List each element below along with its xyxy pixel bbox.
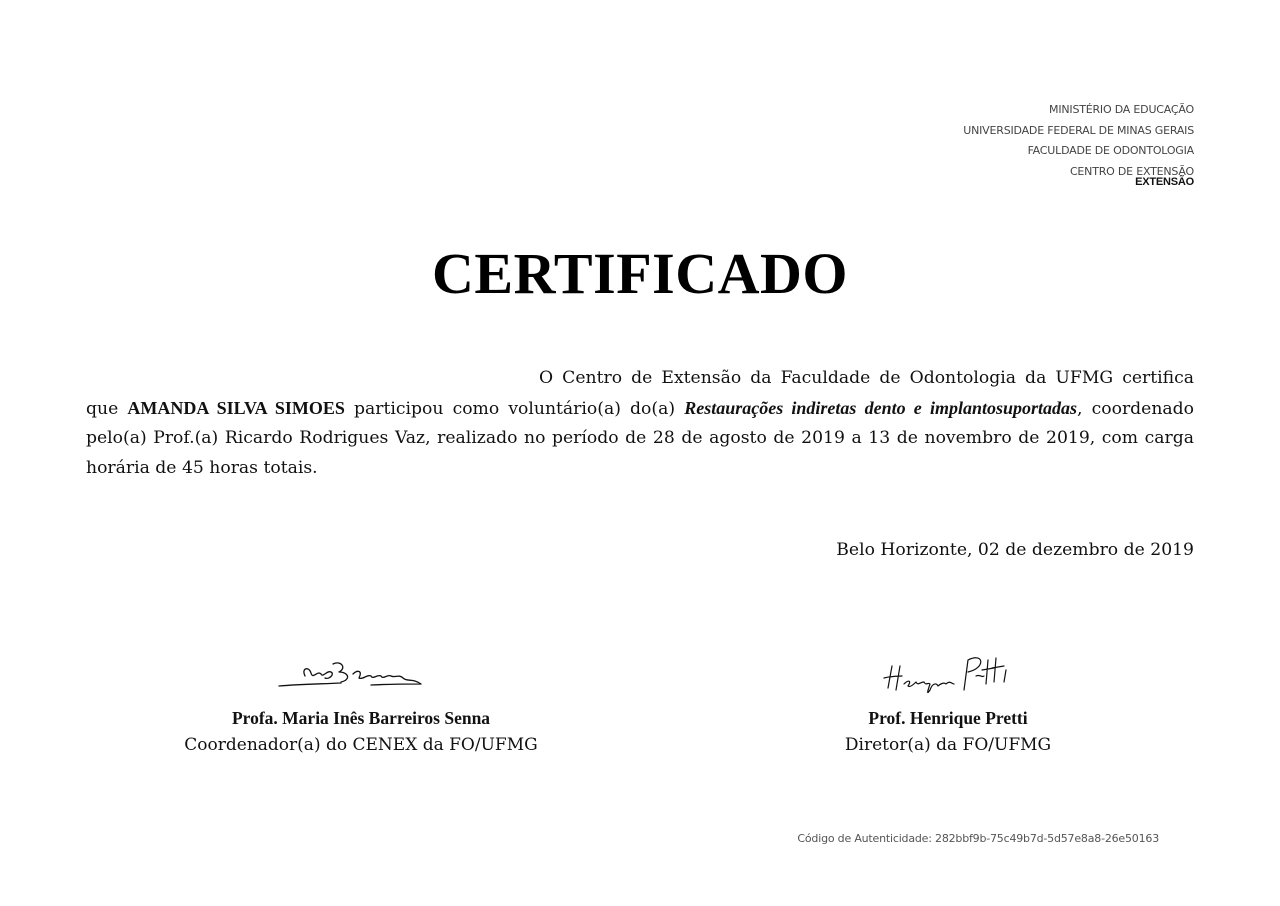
body-end: , coordenado pelo(a) Prof.(a) Ricardo Rodrigues Vaz, realizado no período de 28 de agosto de 2019 a 13 de novembro de 2019, com carga horária de 45 horas totais. xyxy=(86,398,1195,478)
header-subtitle: EXTENSÃO xyxy=(1135,176,1194,188)
header-university: UNIVERSIDADE FEDERAL DE MINAS GERAIS xyxy=(963,123,1194,137)
header-ministry: MINISTÉRIO DA EDUCAÇÃO xyxy=(1049,103,1194,116)
signature-image xyxy=(271,640,451,702)
certificate-body xyxy=(86,364,1194,483)
signer-name: Prof. Henrique Pretti xyxy=(868,708,1028,728)
certificate-title: CERTIFICADO xyxy=(432,241,848,306)
signature-image xyxy=(868,640,1028,702)
signer-role: Diretor(a) da FO/UFMG xyxy=(844,735,1052,755)
place-date: Belo Horizonte, 02 de dezembro de 2019 xyxy=(836,540,1194,560)
recipient-name: AMANDA SILVA SIMOES xyxy=(127,397,345,418)
signer-role: Coordenador(a) do CENEX da FO/UFMG xyxy=(184,735,538,755)
body-intro: O Centro de Extensão da Faculdade de Odontologia da UFMG certifica que xyxy=(86,368,1194,419)
authenticity-code: Código de Autenticidade: 282bbf9b-75c49b7d-5d57e8a8-26e50163 xyxy=(797,832,1159,845)
institution-header xyxy=(963,100,1194,188)
signer-name: Profa. Maria Inês Barreiros Senna xyxy=(231,708,491,728)
course-name: Restaurações indiretas dento e implantosuportadas xyxy=(684,397,1078,418)
header-faculty: FACULDADE DE ODONTOLOGIA xyxy=(1027,144,1194,157)
header-center: CENTRO DE EXTENSÃO xyxy=(1069,164,1194,178)
signature-block-coordinator xyxy=(131,640,591,755)
body-middle: participou como voluntário(a) do(a) xyxy=(344,398,685,419)
signature-block-director xyxy=(718,640,1178,755)
